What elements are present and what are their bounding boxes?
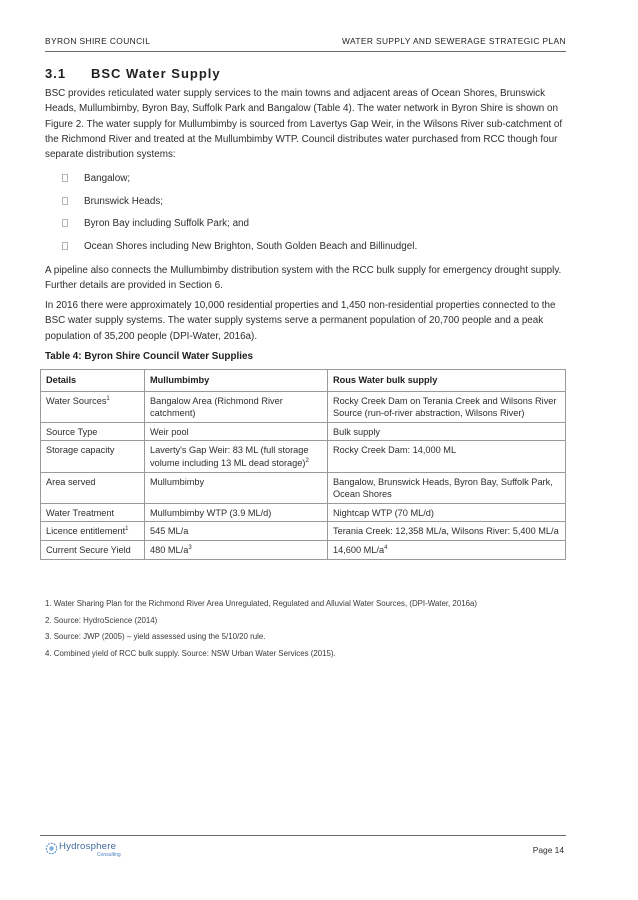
logo-name: Hydrosphere xyxy=(59,841,117,852)
column-header: Rous Water bulk supply xyxy=(328,370,566,392)
table-row xyxy=(41,540,566,559)
table-cell: Nightcap WTP (70 ML/d) xyxy=(328,503,566,522)
intro-paragraph: BSC provides reticulated water supply services to the main towns and adjacent areas of Ocean Shores, Brunswick Heads, Mullumbimby, Byron Bay, Suffolk Park and Bangalow (Table 4). The water network in Byron Shire is shown on Figure 2. The water supply for Mullumbimby is sourced from Lavertys Gap Weir, in the Wilsons River sub-catchment of the Richmond River and treated at the Mullumbimby WTP. Council distributes water purchased from RCC though four separate distribution systems: xyxy=(45,88,563,161)
footnote: 2. Source: HydroScience (2014) xyxy=(45,616,158,625)
section-heading xyxy=(45,66,221,81)
table-header-row xyxy=(41,370,566,392)
list-item: Byron Bay including Suffolk Park; and xyxy=(62,216,417,239)
table-cell: Weir pool xyxy=(145,422,328,441)
table-cell: Water Treatment xyxy=(41,503,145,522)
table-cell: Terania Creek: 12,358 ML/a, Wilsons River: 5,400 ML/a xyxy=(328,522,566,541)
distribution-systems-list xyxy=(62,171,417,262)
table-cell: Bangalow, Brunswick Heads, Byron Bay, Suffolk Park, Ocean Shores xyxy=(328,472,566,503)
table-row xyxy=(41,472,566,503)
list-item: Brunswick Heads; xyxy=(62,194,417,217)
table-row xyxy=(41,422,566,441)
bullet-box-icon xyxy=(62,219,68,227)
table-cell: Bangalow Area (Richmond River catchment) xyxy=(145,391,328,422)
table-row xyxy=(41,441,566,472)
hydrosphere-mark-icon xyxy=(45,842,58,855)
list-item: Ocean Shores including New Brighton, South Golden Beach and Billinudgel. xyxy=(62,239,417,262)
table-row xyxy=(41,391,566,422)
properties-paragraph: In 2016 there were approximately 10,000 residential properties and 1,450 non-residential properties connected to the BSC water supply systems. The water supply systems serve a permanent population of 20,700 people and a peak population of 35,200 people (DPI-Water, 2016a). xyxy=(45,300,556,342)
list-item: Bangalow; xyxy=(62,171,417,194)
table-cell: Mullumbimby xyxy=(145,472,328,503)
table-cell: Licence entitlement$^1$ xyxy=(41,522,145,541)
footer-divider xyxy=(40,835,566,836)
table-row xyxy=(41,522,566,541)
bullet-box-icon xyxy=(62,242,68,250)
section-title: BSC Water Supply xyxy=(91,66,221,81)
footnote: 1. Water Sharing Plan for the Richmond River Area Unregulated, Regulated and Alluvial Water Sources, (DPI-Water, 2016a) xyxy=(45,599,478,608)
page-header xyxy=(45,36,566,48)
table-row xyxy=(41,503,566,522)
hydrosphere-logo xyxy=(45,841,135,861)
bullet-box-icon xyxy=(62,197,68,205)
table-cell: Bulk supply xyxy=(328,422,566,441)
column-header: Mullumbimby xyxy=(145,370,328,392)
column-header: Details xyxy=(41,370,145,392)
table-cell: Rocky Creek Dam: 14,000 ML xyxy=(328,441,566,472)
logo-subtitle: Consulting xyxy=(97,852,121,858)
section-number: 3.1 xyxy=(45,66,67,81)
table-cell: Source Type xyxy=(41,422,145,441)
table-caption: Table 4: Byron Shire Council Water Supplies xyxy=(45,351,253,362)
table-cell: Current Secure Yield xyxy=(41,540,145,559)
footnote: 4. Combined yield of RCC bulk supply. Source: NSW Urban Water Services (2015). xyxy=(45,649,336,658)
table-cell: Water Sources$^1$ xyxy=(41,391,145,422)
bullet-box-icon xyxy=(62,174,68,182)
header-organization: BYRON SHIRE COUNCIL xyxy=(45,36,151,46)
table-cell: Storage capacity xyxy=(41,441,145,472)
pipeline-paragraph: A pipeline also connects the Mullumbimby distribution system with the RCC bulk supply for emergency drought supply. Further details are provided in Section 6. xyxy=(45,265,562,292)
footnote: 3. Source: JWP (2005) – yield assessed using the 5/10/20 rule. xyxy=(45,632,266,641)
table-cell: Area served xyxy=(41,472,145,503)
table-cell: Laverty's Gap Weir: 83 ML (full storage volume including 13 ML dead storage)$^2$ xyxy=(145,441,328,472)
water-supplies-table xyxy=(40,369,566,560)
header-divider xyxy=(45,51,566,52)
table-cell: Mullumbimby WTP (3.9 ML/d) xyxy=(145,503,328,522)
header-document-title: WATER SUPPLY AND SEWERAGE STRATEGIC PLAN xyxy=(341,36,566,46)
table-cell: 480 $ML/a^3$ xyxy=(145,540,328,559)
table-cell: Rocky Creek Dam on Terania Creek and Wilsons River Source (run-of-river abstraction, Wilsons River) xyxy=(328,391,566,422)
page-number: Page 14 xyxy=(532,845,564,855)
table-cell: 14,600 $ML/a^4$ xyxy=(328,540,566,559)
table-cell: 545 ML/a xyxy=(145,522,328,541)
